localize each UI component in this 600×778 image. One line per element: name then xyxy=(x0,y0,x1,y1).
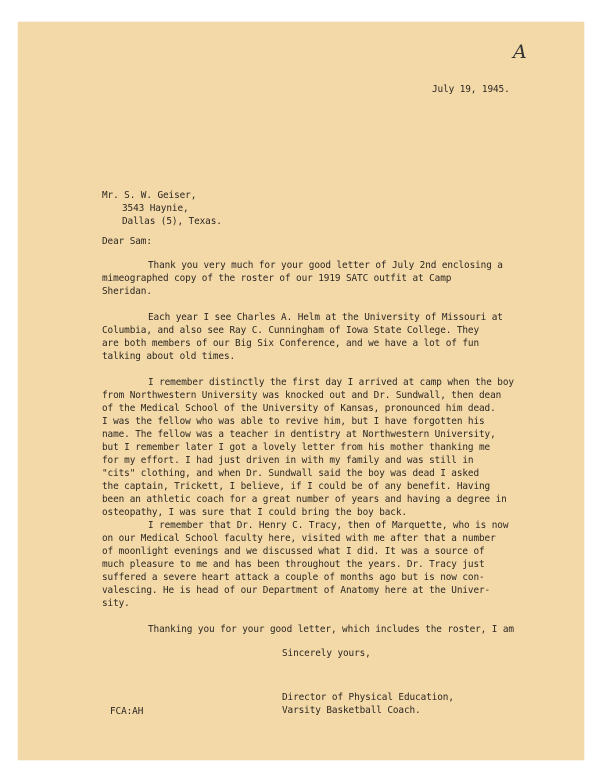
paragraph-line: on our Medical School faculty here, visited with me after that a number xyxy=(102,533,496,544)
paragraph-line: Each year I see Charles A. Helm at the University of Missouri at xyxy=(148,312,503,323)
paragraph-line: the captain, Trickett, I believe, if I could be of any benefit. Having xyxy=(102,481,491,492)
paragraph-line: Columbia, and also see Ray C. Cunningham of Iowa State College. They xyxy=(102,325,480,336)
paragraph-line: I was the fellow who was able to revive him, but I have forgotten his xyxy=(102,416,485,427)
date: July 19, 1945. xyxy=(432,84,510,95)
paragraph-line: sity. xyxy=(102,598,130,609)
paragraph-line: "cits" clothing, and when Dr. Sundwall said the boy was dead I asked xyxy=(102,468,480,479)
paragraph-line: mimeographed copy of the roster of our 1919 SATC outfit at Camp xyxy=(102,273,452,284)
paragraph-line: talking about old times. xyxy=(102,351,236,362)
salutation: Dear Sam: xyxy=(102,236,152,247)
paragraph-line: of the Medical School of the University of Kansas, pronounced him dead. xyxy=(102,403,496,414)
paragraph-line: are both members of our Big Six Conference, and we have a lot of fun xyxy=(102,338,480,349)
paragraph-line: Thanking you for your good letter, which includes the roster, I am xyxy=(148,624,514,635)
paragraph-line: much pleasure to me and has been throughout the years. Dr. Tracy just xyxy=(102,559,485,570)
corner-mark: A xyxy=(513,41,527,63)
closing: Sincerely yours, xyxy=(282,648,371,659)
recipient-city: Dallas (5), Texas. xyxy=(122,216,222,227)
recipient-street: 3543 Haynie, xyxy=(122,203,189,214)
initials: FCA:AH xyxy=(110,706,144,717)
paragraph-line: been an athletic coach for a great number of years and having a degree in xyxy=(102,494,507,505)
recipient-name: Mr. S. W. Geiser, xyxy=(102,190,197,201)
signature-subtitle: Varsity Basketball Coach. xyxy=(282,705,421,716)
paragraph-line: valescing. He is head of our Department of Anatomy here at the Univer- xyxy=(102,585,491,596)
paragraph-line: but I remember later I got a lovely letter from his mother thanking me xyxy=(102,442,491,453)
paragraph-line: name. The fellow was a teacher in dentistry at Northwestern University, xyxy=(102,429,496,440)
paragraph-line: Thank you very much for your good letter of July 2nd enclosing a xyxy=(148,260,503,271)
paragraph-line: I remember distinctly the first day I arrived at camp when the boy xyxy=(148,377,514,388)
paragraph-line: I remember that Dr. Henry C. Tracy, then of Marquette, who is now xyxy=(148,520,509,531)
paragraph-line: osteopathy, I was sure that I could bring the boy back. xyxy=(102,507,407,518)
signature-title: Director of Physical Education, xyxy=(282,692,454,703)
letter-page xyxy=(18,22,584,760)
paragraph-line: from Northwestern University was knocked out and Dr. Sundwall, then dean xyxy=(102,390,502,401)
paragraph-line: for my effort. I had just driven in with my family and was still in xyxy=(102,455,474,466)
paragraph-line: Sheridan. xyxy=(102,286,152,297)
paragraph-line: suffered a severe heart attack a couple of months ago but is now con- xyxy=(102,572,485,583)
paragraph-line: of moonlight evenings and we discussed what I did. It was a source of xyxy=(102,546,485,557)
